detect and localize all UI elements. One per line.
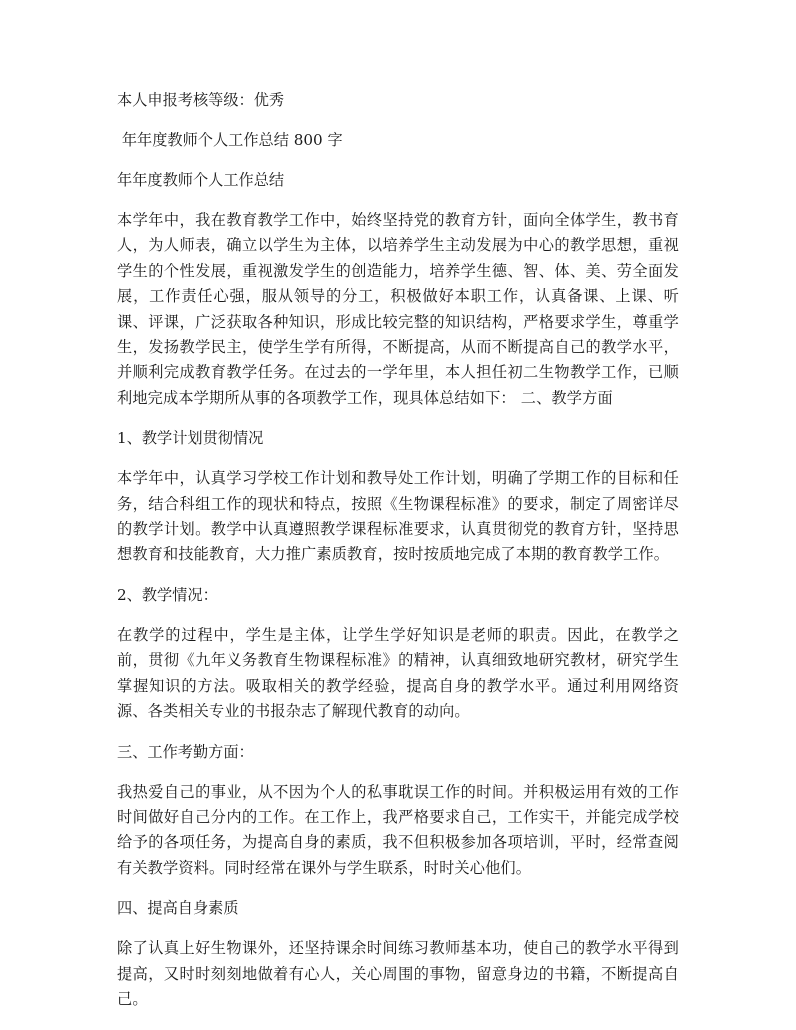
document-title: 年年度教师个人工作总结	[117, 171, 285, 189]
self-improvement-paragraph: 除了认真上好生物课外，还坚持课余时间练习教师基本功，使自己的教学水平得到提高，又时时刻刻地做着有心人，关心周围的事物，留意身边的书籍，不断提高自己。	[117, 939, 679, 1008]
document-subtitle: 年年度教师个人工作总结 800 字	[117, 131, 343, 149]
attendance-paragraph: 我热爱自己的事业，从不因为个人的私事耽误工作的时间。并积极运用有效的工作时间做好自己分内的工作。在工作上，我严格要求自己，工作实干，并能完成学校给予的各项任务，为提高自身的素质，我不但积极参加各项培训，平时，经常查阅有关教学资料。同时经常在课外与学生联系，时时关心他们。	[117, 782, 679, 877]
section-heading-teaching: 2、教学情况：	[117, 585, 218, 604]
section-heading-plan: 1、教学计划贯彻情况	[117, 429, 264, 448]
document-page	[117, 88, 679, 1027]
section-heading-self-improvement: 四、提高自身素质	[117, 899, 239, 918]
intro-paragraph: 本学年中，我在教育教学工作中，始终坚持党的教育方针，面向全体学生，教书育人，为人师表，确立以学生为主体，以培养学生主动发展为中心的教学思想，重视学生的个性发展，重视激发学生的创造能力，培养学生德、智、体、美、劳全面发展，工作责任心强，服从领导的分工，积极做好本职工作，认真备课、上课、听课、评课，广泛获取各种知识，形成比较完整的知识结构，严格要求学生，尊重学生，发扬教学民主，使学生学有所得，不断提高，从而不断提高自己的教学水平，并顺利完成教育教学任务。在过去的一学年里，本人担任初二生物教学工作，已顺利地完成本学期所从事的各项教学工作，现具体总结如下： 二、教学方面	[117, 211, 679, 407]
section-heading-attendance: 三、工作考勤方面：	[117, 742, 254, 761]
assessment-level-line: 本人申报考核等级：优秀	[117, 91, 285, 109]
teaching-paragraph: 在教学的过程中，学生是主体，让学生学好知识是老师的职责。因此，在教学之前，贯彻《九年义务教育生物课程标准》的精神，认真细致地研究教材，研究学生掌握知识的方法。吸取相关的教学经验，提高自身的教学水平。通过利用网络资源、各类相关专业的书报杂志了解现代教育的动向。	[117, 625, 679, 721]
plan-paragraph: 本学年中，认真学习学校工作计划和教导处工作计划，明确了学期工作的目标和任务，结合科组工作的现状和特点，按照《生物课程标准》的要求，制定了周密详尽的教学计划。教学中认真遵照教学课程标准要求，认真贯彻党的教育方针，坚持思想教育和技能教育，大力推广素质教育，按时按质地完成了本期的教育教学工作。	[117, 469, 679, 564]
